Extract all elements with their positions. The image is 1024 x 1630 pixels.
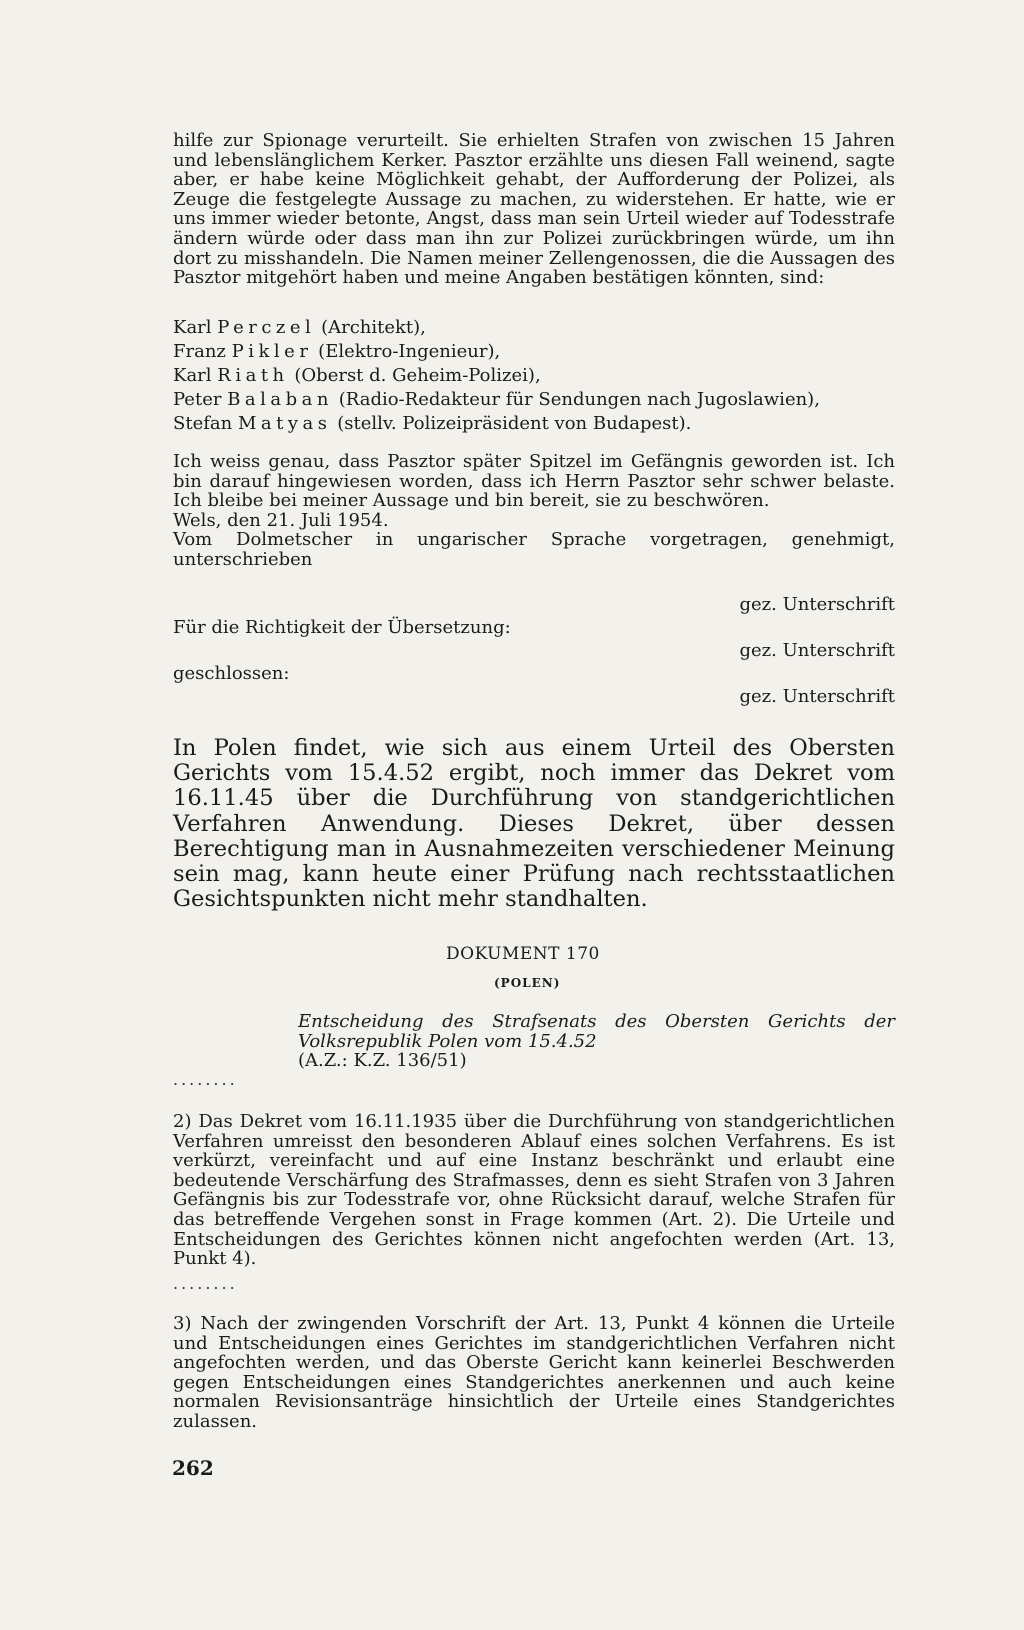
witness-item: Franz Pikler (Elektro-Ingenieur), xyxy=(173,341,501,362)
page-number: 262 xyxy=(172,1456,214,1480)
signature-1: gez. Unterschrift xyxy=(739,594,895,615)
translation-label: Für die Richtigkeit der Übersetzung: xyxy=(173,617,511,638)
case-heading xyxy=(298,1012,895,1071)
signature-3: gez. Unterschrift xyxy=(739,686,895,707)
case-title: Entscheidung des Strafsenats des Obersten Gerichts der Volksrepublik Polen vom 15.4.52 xyxy=(298,1011,895,1052)
signature-block xyxy=(173,594,895,709)
case-reference: (A.Z.: K.Z. 136/51) xyxy=(298,1050,467,1071)
statement-paragraph-1: hilfe zur Spionage verurteilt. Sie erhielten Strafen von zwischen 15 Jahren und lebenslänglichem Kerker. Pasztor erzählte uns diesen Fall weinend, sagte aber, er habe keine Möglichkeit gehabt, der Aufforderung der Polizei, als Zeuge die festgelegte Aussage zu machen, zu widerstehen. Er hatte, wie er uns immer wieder betonte, Angst, dass man sein Urteil wieder auf Todesstrafe ändern würde oder dass man ihn zur Polizei zurückbringen würde, um ihn dort zu misshandeln. Die Namen meiner Zellengenossen, die die Aussagen des Pasztor mitgehört haben und meine Angaben bestätigen könnten, sind: xyxy=(173,130,895,289)
signature-2: gez. Unterschrift xyxy=(739,640,895,661)
witness-item: Karl Riath (Oberst d. Geheim-Polizei), xyxy=(173,365,541,386)
witness-item: Stefan Matyas (stellv. Polizeipräsident von Budapest). xyxy=(173,413,692,434)
ellipsis-2: ........ xyxy=(173,1274,238,1293)
witness-list xyxy=(173,316,895,436)
interpreter-line: Vom Dolmetscher in ungarischer Sprache vorgetragen, genehmigt, unterschrieben xyxy=(173,529,895,570)
witness-item: Peter Balaban (Radio-Redakteur für Sendungen nach Jugoslawien), xyxy=(173,389,820,410)
point-3-paragraph: 3) Nach der zwingenden Vorschrift der Art. 13, Punkt 4 können die Urteile und Entscheidungen eines Gerichtes im standgerichtlichen Verfahren nicht angefochten werden, und das Oberste Gericht kann keinerlei Beschwerden gegen Entscheidungen eines Standgerichtes anerkennen und auch keine normalen Revisionsanträge hinsichtlich der Urteile eines Standgerichtes zulassen. xyxy=(173,1313,895,1432)
point-2-paragraph: 2) Das Dekret vom 16.11.1935 über die Durchführung von standgerichtlichen Verfahren umreisst den besonderen Ablauf eines solchen Verfahrens. Es ist verkürzt, vereinfacht und auf eine Instanz beschränkt und erlaubt eine bedeutende Verschärfung des Strafmasses, denn es sieht Strafen von 3 Jahren Gefängnis bis zur Todesstrafe vor, ohne Rücksicht darauf, welche Strafen für das betreffende Vergehen sonst in Frage kommen (Art. 2). Die Urteile und Entscheidungen des Gerichtes können nicht angefochten werden (Art. 13, Punkt 4). xyxy=(173,1111,895,1270)
witness-item: Karl Perczel (Architekt), xyxy=(173,317,426,338)
place-date: Wels, den 21. Juli 1954. xyxy=(173,509,389,531)
closed-label: geschlossen: xyxy=(173,663,290,684)
ellipsis-1: ........ xyxy=(173,1070,238,1089)
document-title: DOKUMENT 170 xyxy=(446,944,600,964)
document-country: (POLEN) xyxy=(494,976,561,990)
commentary-paragraph: In Polen findet, wie sich aus einem Urteil des Obersten Gerichts vom 15.4.52 ergibt, noch immer das Dekret vom 16.11.45 über die Durchführung von standgerichtlichen Verfahren Anwendung. Dieses Dekret, über dessen Berechtigung man in Ausnahmezeiten verschiedener Meinung sein mag, kann heute einer Prüfung nach rechtsstaatlichen Gesichtspunkten nicht mehr standhalten. xyxy=(173,735,895,913)
statement-paragraph-2: Ich weiss genau, dass Pasztor später Spitzel im Gefängnis geworden ist. Ich bin darauf hingewiesen worden, dass ich Herrn Pasztor sehr schwer belaste. Ich bleibe bei meiner Aussage und bin bereit, sie zu beschwören. Wels, den 21. Juli 1954. Vom Dolmetscher in ungarischer Sprache vorgetragen, genehmigt, unterschrieben xyxy=(173,451,895,570)
